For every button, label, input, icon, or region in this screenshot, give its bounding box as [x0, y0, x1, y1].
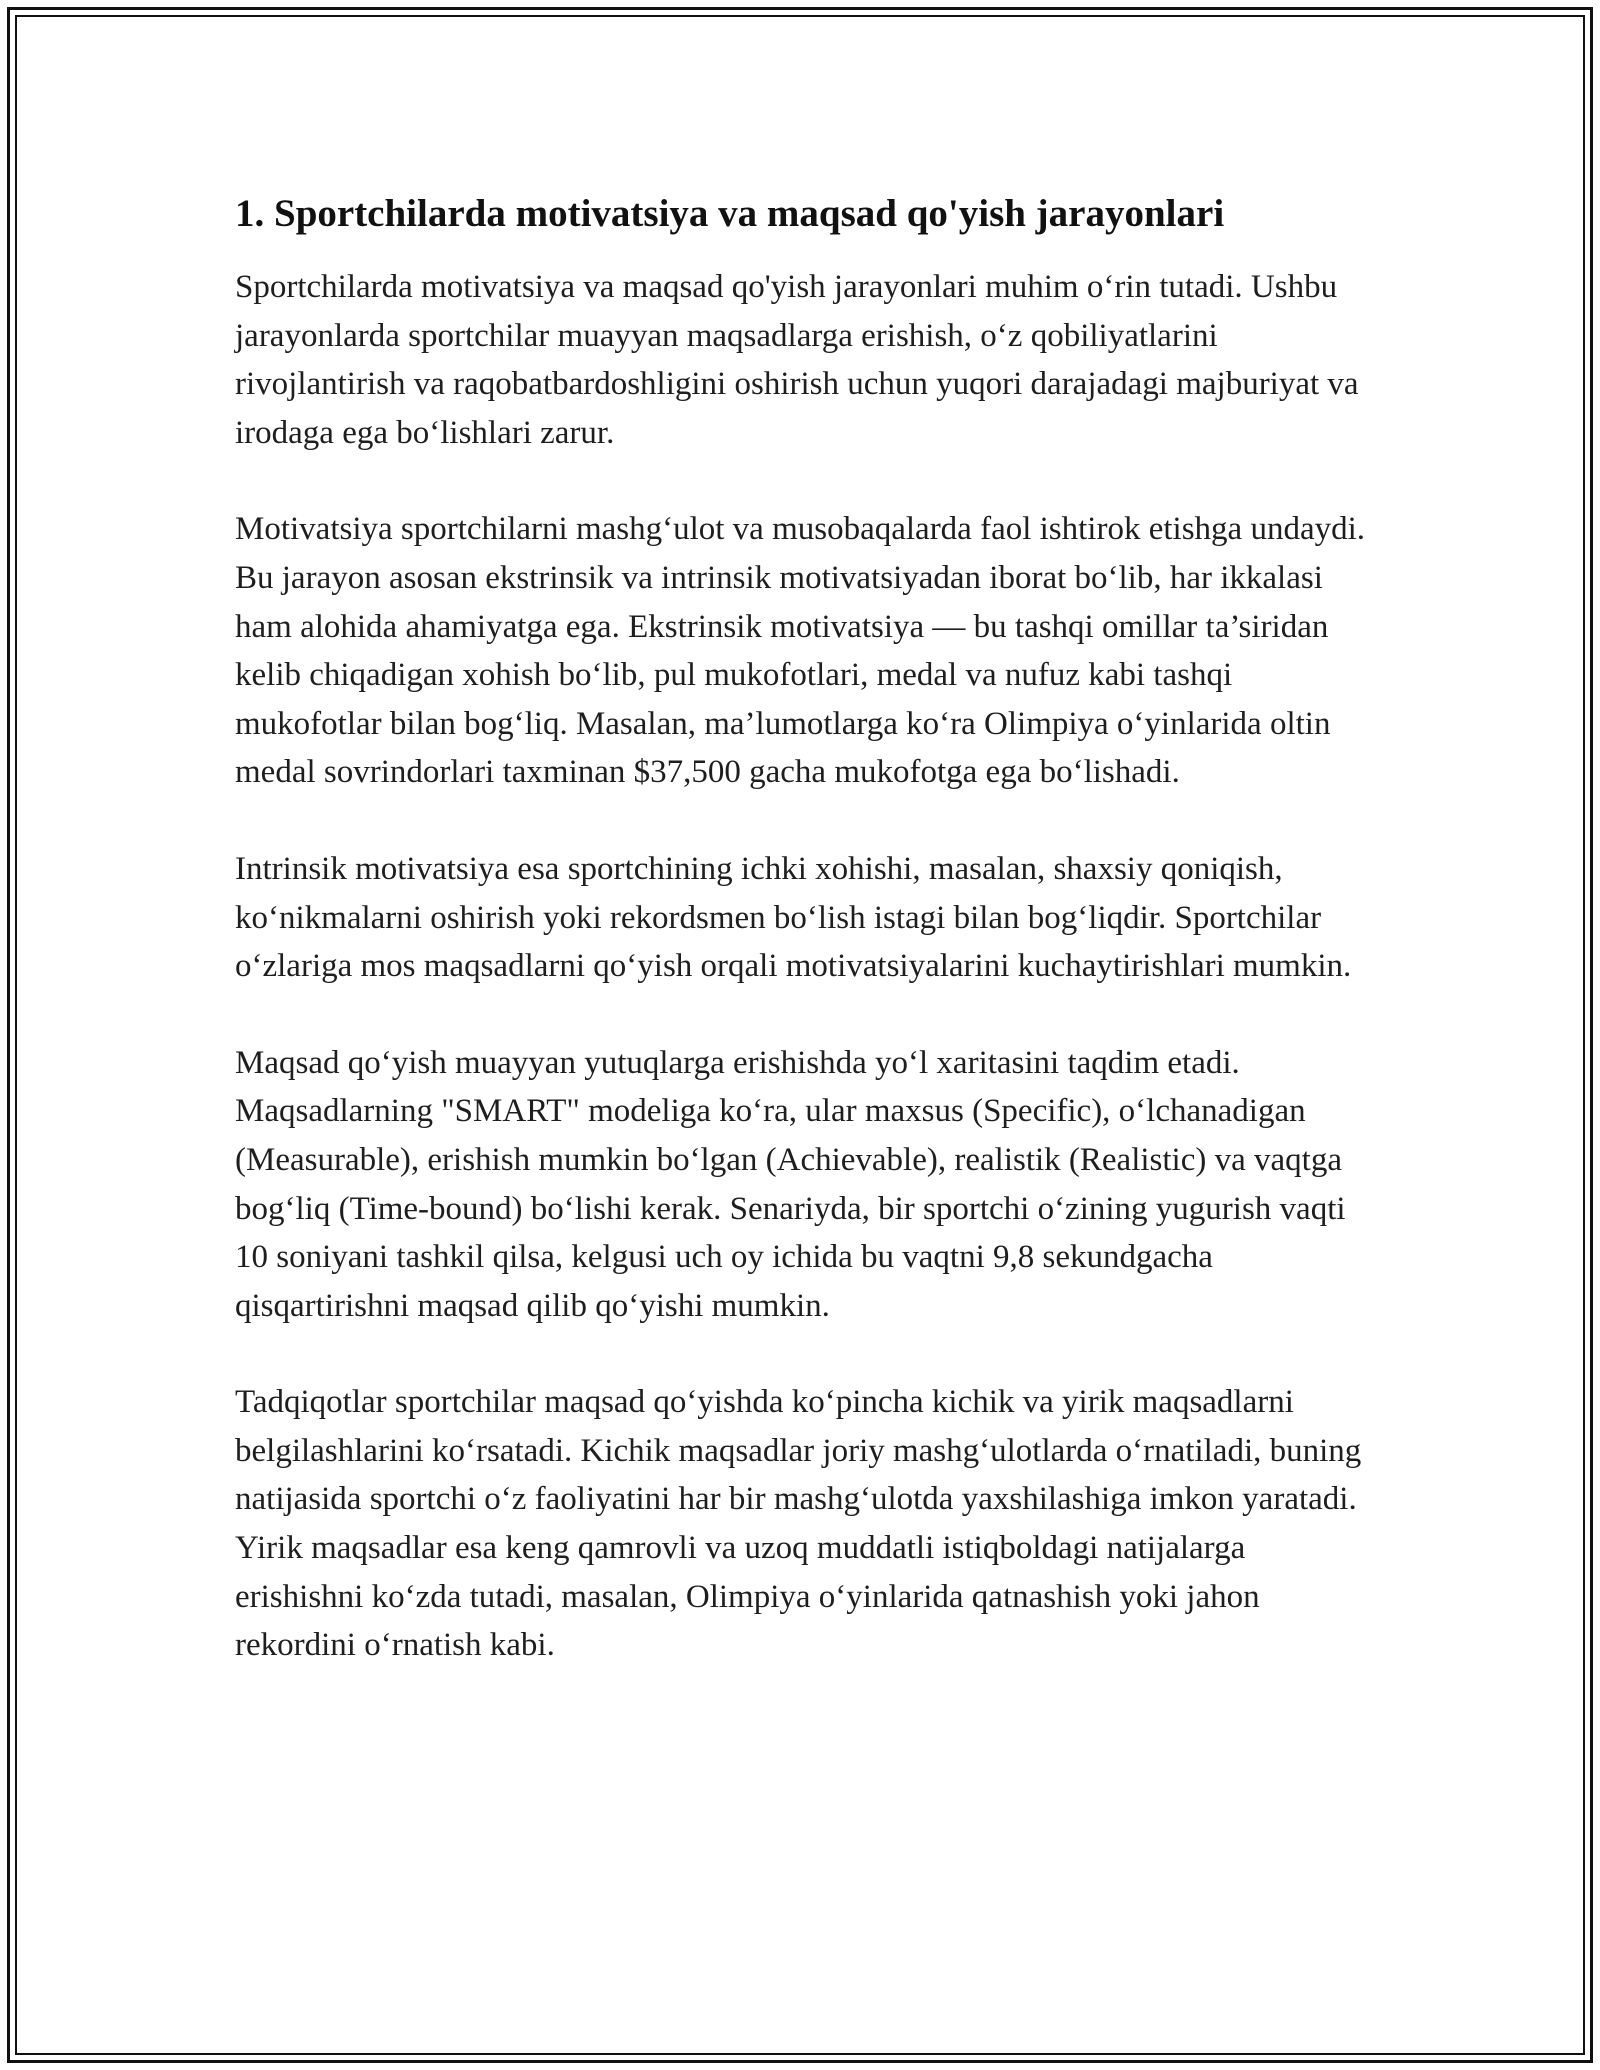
paragraph-intro: Sportchilarda motivatsiya va maqsad qo'yish jarayonlari muhim o‘rin tutadi. Ushbu jarayonlarda sportchilar muayyan maqsadlarga erishish, o‘z qobiliyatlarini rivojlantirish va raqobatbardoshligini oshirish uchun yuqori darajadagi majburiyat va irodaga ega bo‘lishlari zarur.: [235, 269, 1359, 451]
paragraph-intrinsic-motivation: Intrinsik motivatsiya esa sportchining ichki xohishi, masalan, shaxsiy qoniqish, ko‘nikmalarni oshirish yoki rekordsmen bo‘lish istagi bilan bog‘liqdir. Sportchilar o‘zlariga mos maqsadlarni qo‘yish orqali motivatsiyalarini kuchaytirishlari mumkin.: [235, 850, 1352, 985]
document-body: [235, 185, 1365, 1718]
paragraph-extrinsic-motivation: Motivatsiya sportchilarni mashg‘ulot va musobaqalarda faol ishtirok etishga undaydi. Bu jarayon asosan ekstrinsik va intrinsik motivatsiyadan iborat bo‘lib, har ikkalasi ham alohida ahamiyatga ega. Ekstrinsik motivatsiya — bu tashqi omillar ta’siridan kelib chiqadigan xohish bo‘lib, pul mukofotlari, medal va nufuz kabi tashqi mukofotlar bilan bog‘liq. Masalan, ma’lumotlarga ko‘ra Olimpiya o‘yinlarida oltin medal sovrindorlari taxminan $37,500 gacha mukofotga ega bo‘lishadi.: [235, 511, 1366, 791]
paragraph-goal-types: Tadqiqotlar sportchilar maqsad qo‘yishda ko‘pincha kichik va yirik maqsadlarni belgilashlarini ko‘rsatadi. Kichik maqsadlar joriy mashg‘ulotlarda o‘rnatiladi, buning natijasida sportchi o‘z faoliyatini har bir mashg‘ulotda yaxshilashiga imkon yaratadi. Yirik maqsadlar esa keng qamrovli va uzoq muddatli istiqboldagi natijalarga erishishni ko‘zda tutadi, masalan, Olimpiya o‘yinlarida qatnashish yoki jahon rekordini o‘rnatish kabi.: [235, 1384, 1362, 1664]
section-heading: 1. Sportchilarda motivatsiya va maqsad qo'yish jarayonlari: [235, 192, 1225, 235]
paragraph-smart-goals: Maqsad qo‘yish muayyan yutuqlarga erishishda yo‘l xaritasini taqdim etadi. Maqsadlarning "SMART" modeliga ko‘ra, ular maxsus (Specific), o‘lchanadigan (Measurable), erishish mumkin bo‘lgan (Achievable), realistik (Realistic) va vaqtga bog‘liq (Time-bound) bo‘lishi kerak. Senariyda, bir sportchi o‘zining yugurish vaqti 10 soniyani tashkil qilsa, kelgusi uch oy ichida bu vaqtni 9,8 sekundgacha qisqartirishni maqsad qilib qo‘yishi mumkin.: [235, 1044, 1346, 1324]
